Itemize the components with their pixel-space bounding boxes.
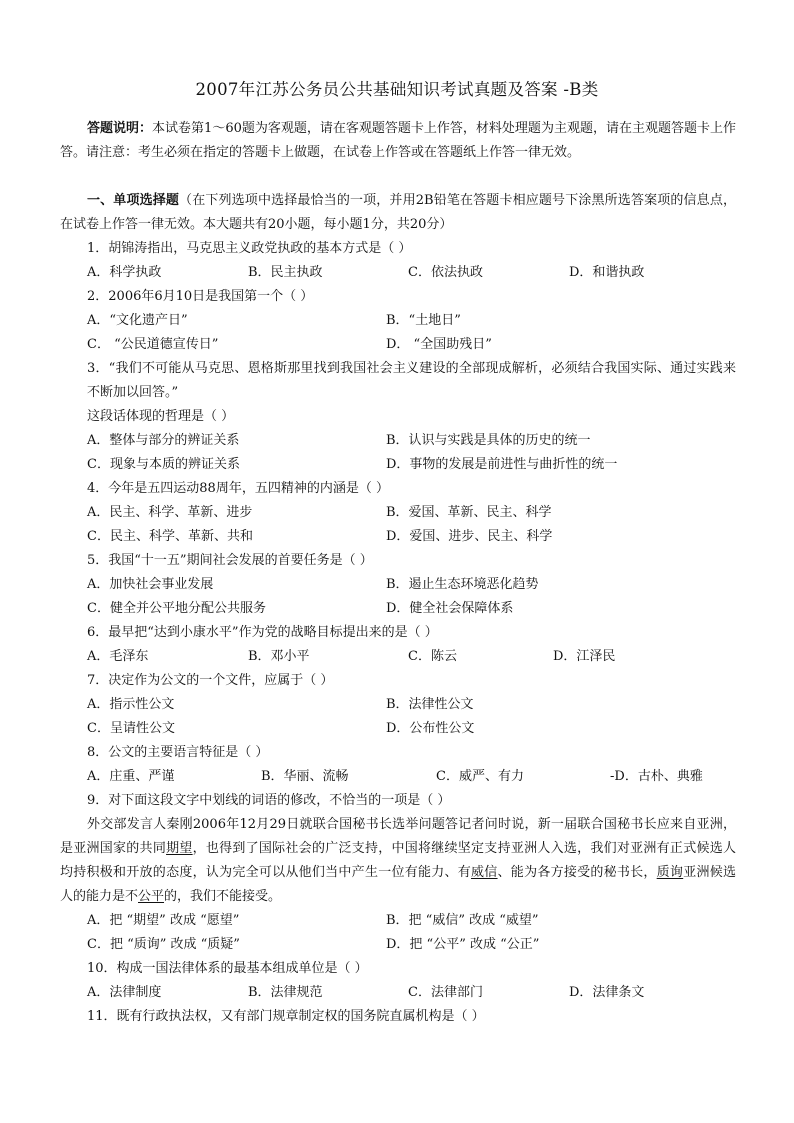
underlined-word-4: 公平: [138, 889, 165, 904]
option-a: A．民主、科学、革新、进步: [87, 505, 253, 520]
option-d: D．和谐执政: [569, 265, 645, 280]
question-10-options: [60, 981, 736, 1005]
question-7-options-row2: [60, 717, 736, 741]
section-header: [60, 189, 736, 237]
option-a: A．整体与部分的辨证关系: [87, 433, 240, 448]
question-4-options-row1: [60, 501, 736, 525]
question-3-stem-2: 这段话体现的哲理是（ ）: [87, 409, 235, 424]
option-c: C．健全并公平地分配公共服务: [87, 601, 266, 616]
section-title: 一、单项选择题: [87, 193, 180, 208]
passage-part-4: 亚洲候选人的能力是不: [60, 865, 736, 904]
option-a: A．毛泽东: [87, 649, 149, 664]
question-5-options-row2: [60, 597, 736, 621]
option-a: A．把 “期望” 改成 “愿望”: [87, 913, 240, 928]
question-4-stem: 4．今年是五四运动88周年，五四精神的内涵是（ ）: [87, 481, 389, 496]
question-3-options-row2: [60, 453, 736, 477]
question-3-stem-text: 3．“我们不可能从马克思、恩格斯那里找到我国社会主义建设的全部现成解析，必须结合我国实际、通过实践来不断加以回答。”: [87, 361, 736, 400]
option-c: C．陈云: [408, 649, 457, 664]
option-b: B．民主执政: [248, 265, 323, 280]
option-b: B．遏止生态环境恶化趋势: [386, 577, 539, 592]
option-d: D．事物的发展是前进性与曲折性的统一: [386, 457, 618, 472]
question-3-stem: [60, 357, 736, 405]
instructions-text: 本试卷第1～60题为客观题，请在客观题答题卡上作答，材料处理题为主观题，请在主观题答题卡上作答。请注意：考生必须在指定的答题卡上做题，在试卷上作答或在答题纸上作答一律无效。: [60, 121, 736, 160]
question-2-options-row1: [60, 309, 736, 333]
question-7-stem: 7．决定作为公文的一个文件，应属于（ ）: [87, 673, 334, 688]
option-a: A．庄重、严谨: [87, 769, 175, 784]
option-b: B．把 “威信” 改成 “威望”: [386, 913, 539, 928]
question-10-stem: 10．构成一国法律体系的最基本组成单位是（ ）: [87, 961, 368, 976]
passage-part-3: 、能为各方接受的秘书长，: [497, 865, 657, 880]
instructions: [60, 117, 736, 165]
question-8-stem: 8．公文的主要语言特征是（ ）: [87, 745, 269, 760]
option-c: C．依法执政: [408, 265, 483, 280]
option-c: C．把 “质询” 改成 “质疑”: [87, 937, 240, 952]
option-d: D．爱国、进步、民主、科学: [386, 529, 553, 544]
option-b: B．法律性公文: [386, 697, 474, 712]
question-9-passage: [60, 813, 736, 909]
question-9-options-row1: [60, 909, 736, 933]
question-list: [60, 189, 736, 1029]
option-b: B．华丽、流畅: [261, 769, 349, 784]
option-a: A．法律制度: [87, 985, 162, 1000]
passage-part-1: 外交部发言人秦刚2006年12月29日就联合国秘书长选举问题答记者问时说，新一届联合国秘书长应来自亚洲，是亚洲国家的共同: [60, 817, 736, 856]
option-b: B．“土地日”: [386, 313, 461, 328]
underlined-word-3: 质询: [656, 865, 684, 880]
passage-part-2: ，也得到了国际社会的广泛支持，中国将继续坚定支持亚洲人入选，我们对亚洲有正式候选人均持积极和开放的态度，认为完全可以从他们当中产生一位有能力、有: [60, 841, 736, 880]
question-11-stem: 11．既有行政执法权，又有部门规章制定权的国务院直属机构是（ ）: [87, 1009, 485, 1024]
question-6-options: [60, 645, 736, 669]
option-d: D．把 “公平” 改成 “公正”: [386, 937, 540, 952]
option-d: D．法律条文: [569, 985, 645, 1000]
option-b: B．认识与实践是具体的历史的统一: [386, 433, 591, 448]
option-a: A．“文化遗产日”: [87, 313, 188, 328]
option-a: A．指示性公文: [87, 697, 175, 712]
question-1-options: [60, 261, 736, 285]
option-c: C．威严、有力: [436, 769, 524, 784]
option-d: -D．古朴、典雅: [610, 769, 703, 784]
question-9-stem: 9．对下面这段文字中划线的词语的修改，不恰当的一项是（ ）: [87, 793, 451, 808]
option-b: B．法律规范: [248, 985, 323, 1000]
question-9-options-row2: [60, 933, 736, 957]
page-title: 2007年江苏公务员公共基础知识考试真题及答案 -B类: [195, 80, 599, 99]
question-6-stem: 6．最早把“达到小康水平”作为党的战略目标提出来的是（ ）: [87, 625, 438, 640]
option-b: B．爱国、革新、民主、科学: [386, 505, 552, 520]
question-8-options: [60, 765, 736, 789]
question-4-options-row2: [60, 525, 736, 549]
option-a: A．加快社会事业发展: [87, 577, 214, 592]
option-c: C． “公民道德宣传日”: [87, 337, 219, 352]
question-5-options-row1: [60, 573, 736, 597]
option-c: C．民主、科学、革新、共和: [87, 529, 253, 544]
question-2-stem: 2．2006年6月10日是我国第一个（ ）: [87, 289, 314, 304]
question-5-stem: 5．我国“十一五”期间社会发展的首要任务是（ ）: [87, 553, 373, 568]
section-description: （在下列选项中选择最恰当的一项，并用2B铅笔在答题卡相应题号下涂黑所选答案项的信息点，在试卷上作答一律无效。本大题共有20小题，每小题1分，共20分）: [60, 193, 736, 232]
option-d: D． “全国助残日”: [386, 337, 492, 352]
option-d: D．健全社会保障体系: [386, 601, 514, 616]
underlined-word-2: 威信: [471, 865, 498, 880]
question-3-options-row1: [60, 429, 736, 453]
option-a: A．科学执政: [87, 265, 162, 280]
question-2-options-row2: [60, 333, 736, 357]
option-b: B．邓小平: [248, 649, 310, 664]
option-c: C．呈请性公文: [87, 721, 175, 736]
option-d: D．公布性公文: [386, 721, 475, 736]
question-7-options-row1: [60, 693, 736, 717]
underlined-word-1: 期望: [166, 841, 193, 856]
passage-part-5: 的，我们不能接受。: [164, 889, 282, 904]
option-d: D．江泽民: [553, 649, 616, 664]
option-c: C．现象与本质的辨证关系: [87, 457, 240, 472]
instructions-label: 答题说明：: [87, 121, 153, 136]
question-1-stem: 1．胡锦涛指出，马克思主义政党执政的基本方式是（ ）: [87, 241, 412, 256]
option-c: C．法律部门: [408, 985, 483, 1000]
